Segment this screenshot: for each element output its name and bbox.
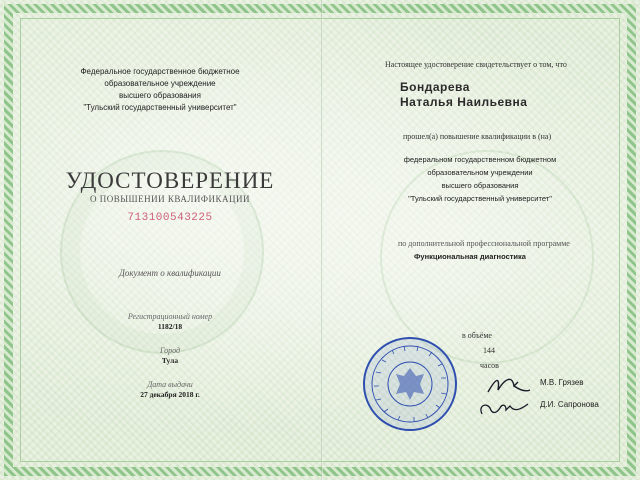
issuer-line: "Тульский государственный университет" [83, 103, 237, 112]
document-title: УДОСТОВЕРЕНИЕ [65, 168, 275, 193]
intro-text: Настоящее удостоверение свидетельствует о том, что [385, 60, 567, 69]
issue-date-value: 27 декабря 2018 г. [140, 390, 200, 399]
center-fold [321, 0, 323, 480]
hours-label: часов [480, 361, 499, 370]
volume-value: 144 [483, 346, 495, 355]
org-line: федеральном государственном бюджетном [403, 155, 557, 164]
signer-2-name: Д.И. Сапронова [540, 400, 599, 409]
document-type: Документ о квалификации [119, 268, 221, 278]
org-line: высшего образования [441, 181, 519, 190]
volume-label: в объёме [462, 331, 492, 340]
city-label: Город [159, 346, 181, 355]
city-value: Тула [161, 356, 179, 365]
org-line: "Тульский государственный университет" [408, 194, 552, 203]
issuer-block [60, 66, 260, 114]
signature-2 [476, 398, 532, 422]
signer-1-name: М.В. Грязев [540, 378, 584, 387]
issuer-line: высшего образования [119, 91, 201, 100]
document-subtitle: О ПОВЫШЕНИИ КВАЛИФИКАЦИИ [89, 194, 251, 204]
registration-label: Регистрационный номер [127, 312, 213, 321]
signature-1 [484, 372, 534, 398]
program-name: Функциональная диагностика [414, 252, 526, 261]
official-stamp [362, 336, 458, 432]
program-intro: по дополнительной профессиональной программе [398, 239, 570, 248]
holder-surname: Бондарева [400, 80, 470, 94]
issue-date-label: Дата выдачи [147, 380, 193, 389]
issuer-line: образовательное учреждение [104, 79, 216, 88]
registration-number: 1182/18 [157, 322, 183, 331]
certificate-number: 713100543225 [127, 212, 213, 224]
passed-text: прошел(а) повышение квалификации в (на) [403, 132, 552, 141]
org-line: образовательном учреждении [427, 168, 533, 177]
holder-given-names: Наталья Наильевна [400, 95, 528, 109]
issuer-line: Федеральное государственное бюджетное [80, 67, 240, 76]
